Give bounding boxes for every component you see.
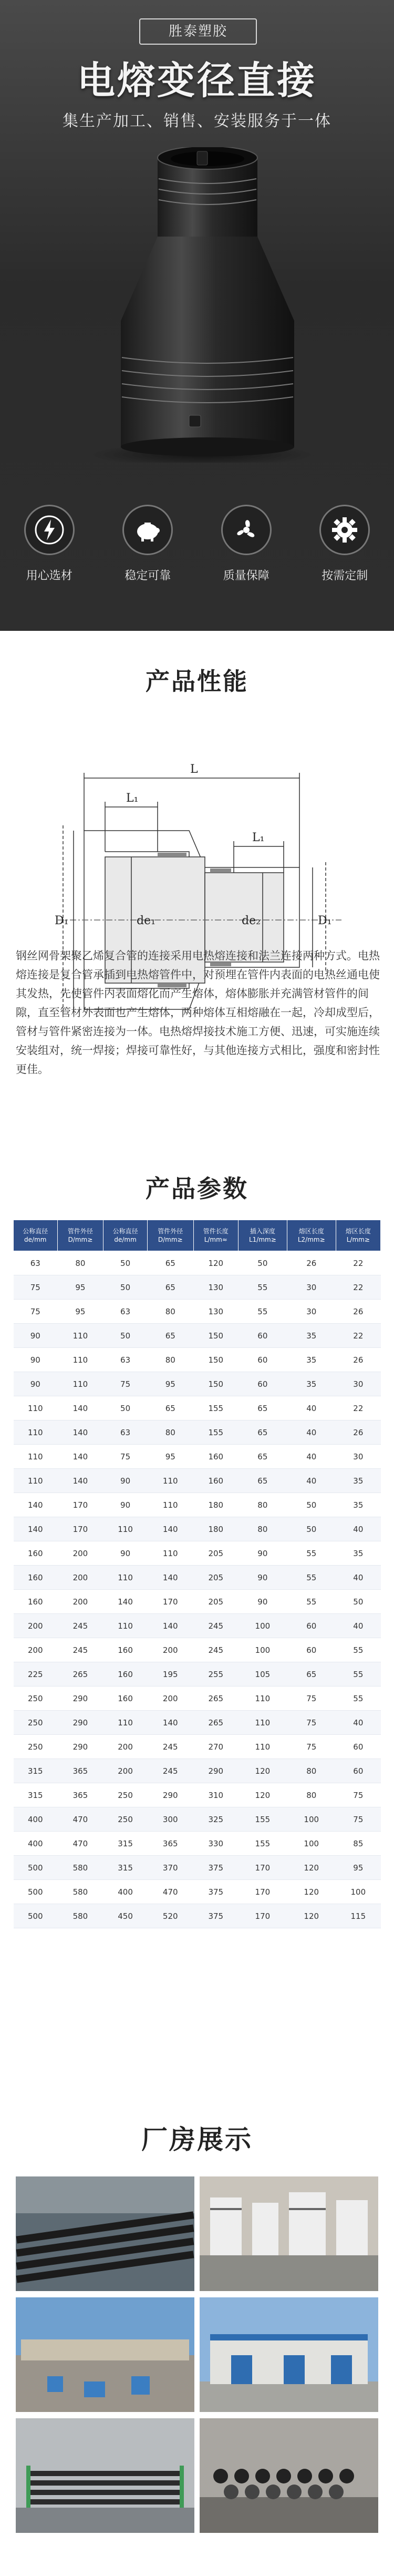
feature-item (5, 505, 94, 610)
table-cell: 110 (103, 1566, 148, 1590)
feature-item (202, 505, 291, 610)
description-paragraph: 钢丝网骨架聚乙烯复合管的连接采用电热熔连接和法兰连接两种方式。电热熔连接是复合管承插到电热熔管件中，对预埋在管件内表面的电热丝通电使其发热，先使管件内表面熔化而产生熔体，熔体膨胀并充满管材管件的间隙，直至管材外表面也产生熔体，两种熔体互相熔融在一起，冷却成型后，管材与管件紧密连接为一体。电热熔焊接技术施工方便、迅速，可实施连续安装组对，统一焊接；焊接可靠性好，与其他连接方式相比，强度和密封性更佳。 (16, 949, 380, 1076)
warehouse-interior-photo (200, 2176, 378, 2291)
table-row (14, 1541, 381, 1566)
table-row (14, 1638, 381, 1662)
table-cell: 400 (14, 1807, 58, 1832)
table-cell: 205 (193, 1566, 238, 1590)
table-cell: 95 (147, 1445, 193, 1469)
table-cell: 160 (103, 1686, 148, 1711)
table-cell: 500 (14, 1880, 58, 1904)
table-cell: 140 (57, 1420, 103, 1445)
table-cell: 55 (287, 1590, 336, 1614)
table-cell: 22 (336, 1324, 380, 1348)
table-cell: 55 (336, 1686, 380, 1711)
feature-label: 稳定可靠 (125, 569, 171, 582)
table-cell: 120 (238, 1783, 287, 1807)
table-cell: 265 (193, 1711, 238, 1735)
table-cell: 250 (14, 1686, 58, 1711)
table-cell: 365 (57, 1783, 103, 1807)
table-cell: 95 (57, 1300, 103, 1324)
table-cell: 26 (287, 1251, 336, 1275)
fan-icon (221, 505, 272, 555)
table-cell: 265 (193, 1686, 238, 1711)
table-cell: 100 (287, 1807, 336, 1832)
table-row (14, 1493, 381, 1517)
table-cell: 110 (147, 1493, 193, 1517)
table-row (14, 1783, 381, 1807)
table-cell: 35 (287, 1372, 336, 1396)
table-cell: 150 (193, 1324, 238, 1348)
table-cell: 270 (193, 1735, 238, 1759)
table-cell: 50 (287, 1493, 336, 1517)
table-row (14, 1686, 381, 1711)
table-cell: 225 (14, 1662, 58, 1686)
table-cell: 315 (14, 1759, 58, 1783)
table-cell: 35 (287, 1324, 336, 1348)
table-cell: 80 (57, 1251, 103, 1275)
table-header: 公称直径 de/mm (14, 1220, 58, 1251)
table-header: 公称直径 de/mm (103, 1220, 148, 1251)
table-cell: 140 (14, 1493, 58, 1517)
section-title: 产品性能 (146, 667, 248, 696)
table-cell: 40 (336, 1614, 380, 1638)
table-cell: 90 (14, 1324, 58, 1348)
table-cell: 170 (238, 1856, 287, 1880)
table-header: 插入深度 L1/mm≥ (238, 1220, 287, 1251)
table-cell: 110 (147, 1541, 193, 1566)
table-cell: 290 (57, 1686, 103, 1711)
table-cell: 140 (147, 1711, 193, 1735)
table-cell: 365 (57, 1759, 103, 1783)
table-cell: 80 (147, 1300, 193, 1324)
table-row (14, 1445, 381, 1469)
table-cell: 65 (147, 1396, 193, 1420)
piggy-bank-icon (122, 505, 173, 555)
table-cell: 75 (287, 1735, 336, 1759)
table-cell: 55 (238, 1300, 287, 1324)
table-cell: 30 (336, 1372, 380, 1396)
table-cell: 63 (103, 1300, 148, 1324)
table-row (14, 1590, 381, 1614)
table-cell: 140 (57, 1396, 103, 1420)
table-cell: 60 (287, 1614, 336, 1638)
table-cell: 160 (193, 1445, 238, 1469)
table-cell: 50 (103, 1396, 148, 1420)
table-cell: 170 (57, 1493, 103, 1517)
hero-subtitle: 集生产加工、销售、安装服务于一体 (63, 112, 331, 130)
table-header: 熔区长度 L/mm≥ (336, 1220, 380, 1251)
table-row (14, 1348, 381, 1372)
table-cell: 55 (336, 1662, 380, 1686)
table-cell: 65 (238, 1420, 287, 1445)
factory-section (0, 2069, 394, 2576)
table-row (14, 1396, 381, 1420)
table-cell: 245 (147, 1735, 193, 1759)
table-cell: 140 (14, 1517, 58, 1541)
table-cell: 80 (238, 1517, 287, 1541)
table-cell: 110 (238, 1686, 287, 1711)
table-cell: 140 (147, 1614, 193, 1638)
table-cell: 150 (193, 1348, 238, 1372)
table-cell: 65 (147, 1324, 193, 1348)
table-cell: 200 (57, 1541, 103, 1566)
table-cell: 245 (147, 1759, 193, 1783)
table-cell: 85 (336, 1832, 380, 1856)
table-cell: 40 (287, 1420, 336, 1445)
table-cell: 110 (14, 1469, 58, 1493)
table-cell: 40 (336, 1566, 380, 1590)
table-cell: 580 (57, 1856, 103, 1880)
table-cell: 170 (147, 1590, 193, 1614)
table-cell: 55 (238, 1275, 287, 1300)
table-cell: 470 (57, 1807, 103, 1832)
table-cell: 60 (238, 1348, 287, 1372)
table-cell: 75 (336, 1783, 380, 1807)
production-line-photo (200, 2418, 378, 2533)
table-cell: 65 (287, 1662, 336, 1686)
table-cell: 75 (103, 1372, 148, 1396)
table-cell: 470 (57, 1832, 103, 1856)
table-cell: 65 (238, 1469, 287, 1493)
table-cell: 110 (238, 1735, 287, 1759)
table-cell: 245 (193, 1638, 238, 1662)
table-cell: 50 (336, 1590, 380, 1614)
table-cell: 450 (103, 1904, 148, 1928)
table-cell: 290 (193, 1759, 238, 1783)
table-cell: 30 (336, 1445, 380, 1469)
table-cell: 130 (193, 1275, 238, 1300)
table-cell: 100 (336, 1880, 380, 1904)
table-cell: 60 (238, 1324, 287, 1348)
table-cell: 26 (336, 1348, 380, 1372)
table-cell: 63 (14, 1251, 58, 1275)
table-cell: 290 (57, 1735, 103, 1759)
table-cell: 290 (147, 1783, 193, 1807)
feature-item (300, 505, 389, 610)
table-cell: 170 (57, 1517, 103, 1541)
table-cell: 205 (193, 1590, 238, 1614)
hero-banner (0, 0, 394, 631)
table-cell: 520 (147, 1904, 193, 1928)
table-cell: 90 (103, 1493, 148, 1517)
table-row (14, 1735, 381, 1759)
table-cell: 110 (57, 1372, 103, 1396)
table-cell: 160 (14, 1590, 58, 1614)
table-cell: 400 (14, 1832, 58, 1856)
table-cell: 330 (193, 1832, 238, 1856)
feature-label: 用心选材 (26, 569, 72, 582)
table-row (14, 1566, 381, 1590)
table-cell: 110 (57, 1348, 103, 1372)
table-cell: 500 (14, 1904, 58, 1928)
table-cell: 60 (336, 1735, 380, 1759)
table-cell: 155 (193, 1396, 238, 1420)
table-cell: 90 (103, 1469, 148, 1493)
table-cell: 200 (57, 1590, 103, 1614)
table-cell: 110 (147, 1469, 193, 1493)
table-cell: 40 (287, 1396, 336, 1420)
table-cell: 160 (103, 1638, 148, 1662)
table-cell: 155 (193, 1420, 238, 1445)
table-cell: 370 (147, 1856, 193, 1880)
table-cell: 35 (287, 1348, 336, 1372)
table-cell: 200 (14, 1614, 58, 1638)
table-cell: 22 (336, 1275, 380, 1300)
table-cell: 95 (336, 1856, 380, 1880)
table-cell: 200 (147, 1638, 193, 1662)
table-cell: 580 (57, 1904, 103, 1928)
table-cell: 75 (336, 1807, 380, 1832)
dim-label-L: L (190, 763, 198, 776)
table-cell: 140 (103, 1590, 148, 1614)
table-cell: 95 (57, 1275, 103, 1300)
table-cell: 75 (14, 1275, 58, 1300)
table-cell: 90 (14, 1348, 58, 1372)
table-cell: 110 (57, 1324, 103, 1348)
table-cell: 375 (193, 1904, 238, 1928)
table-cell: 120 (287, 1904, 336, 1928)
table-cell: 110 (103, 1711, 148, 1735)
table-cell: 60 (238, 1372, 287, 1396)
table-cell: 22 (336, 1251, 380, 1275)
table-cell: 50 (103, 1251, 148, 1275)
table-cell: 140 (147, 1517, 193, 1541)
table-cell: 315 (103, 1856, 148, 1880)
table-cell: 180 (193, 1493, 238, 1517)
table-row (14, 1711, 381, 1735)
table-cell: 155 (238, 1807, 287, 1832)
table-cell: 200 (103, 1759, 148, 1783)
table-cell: 65 (147, 1275, 193, 1300)
reducer-fitting-image (0, 147, 394, 463)
table-cell: 80 (287, 1759, 336, 1783)
table-cell: 110 (103, 1517, 148, 1541)
table-cell: 310 (193, 1783, 238, 1807)
table-cell: 63 (103, 1420, 148, 1445)
table-cell: 60 (336, 1759, 380, 1783)
table-cell: 55 (336, 1638, 380, 1662)
table-cell: 75 (287, 1711, 336, 1735)
table-cell: 75 (103, 1445, 148, 1469)
gear-icon (319, 505, 370, 555)
table-cell: 22 (336, 1396, 380, 1420)
table-cell: 90 (103, 1541, 148, 1566)
table-cell: 55 (287, 1566, 336, 1590)
table-header: 管件外径 D/mm≥ (57, 1220, 103, 1251)
pipe-storage-photo (16, 2418, 194, 2533)
dim-label-de1: de₁ (137, 914, 155, 927)
product-description (16, 946, 383, 1081)
table-cell: 120 (238, 1759, 287, 1783)
feature-list (0, 505, 394, 610)
table-cell: 75 (14, 1300, 58, 1324)
table-cell: 315 (14, 1783, 58, 1807)
lightning-icon (24, 505, 75, 555)
table-cell: 90 (238, 1541, 287, 1566)
table-cell: 160 (103, 1662, 148, 1686)
table-cell: 200 (103, 1735, 148, 1759)
table-cell: 35 (336, 1469, 380, 1493)
table-cell: 170 (238, 1904, 287, 1928)
table-cell: 105 (238, 1662, 287, 1686)
factory-yard-photo (16, 2297, 194, 2412)
dim-label-D1-right: D₁ (318, 914, 332, 927)
table-cell: 40 (287, 1445, 336, 1469)
table-row (14, 1807, 381, 1832)
table-cell: 160 (14, 1541, 58, 1566)
table-header: 熔区长度 L2/mm≥ (287, 1220, 336, 1251)
table-cell: 110 (14, 1445, 58, 1469)
table-cell: 245 (193, 1614, 238, 1638)
table-cell: 50 (287, 1517, 336, 1541)
dim-label-L1-left: L₁ (126, 792, 139, 805)
table-cell: 75 (287, 1686, 336, 1711)
table-cell: 50 (238, 1251, 287, 1275)
page-title: 电熔变径直接 (77, 58, 317, 103)
table-cell: 40 (336, 1711, 380, 1735)
table-cell: 160 (14, 1566, 58, 1590)
table-row (14, 1251, 381, 1275)
table-row (14, 1420, 381, 1445)
table-cell: 470 (147, 1880, 193, 1904)
table-row (14, 1300, 381, 1324)
table-cell: 110 (103, 1614, 148, 1638)
table-row (14, 1856, 381, 1880)
table-cell: 30 (287, 1300, 336, 1324)
table-cell: 580 (57, 1880, 103, 1904)
table-cell: 250 (103, 1807, 148, 1832)
section-title: 产品参数 (146, 1174, 248, 1203)
table-cell: 35 (336, 1493, 380, 1517)
table-cell: 90 (14, 1372, 58, 1396)
spec-table (13, 1220, 381, 1928)
table-cell: 95 (147, 1372, 193, 1396)
table-cell: 26 (336, 1300, 380, 1324)
table-cell: 300 (147, 1807, 193, 1832)
table-cell: 110 (14, 1396, 58, 1420)
table-cell: 245 (57, 1638, 103, 1662)
feature-item (103, 505, 192, 610)
table-cell: 170 (238, 1880, 287, 1904)
table-header: 管件外径 D/mm≥ (147, 1220, 193, 1251)
table-cell: 200 (57, 1566, 103, 1590)
table-row (14, 1832, 381, 1856)
table-cell: 65 (238, 1396, 287, 1420)
table-cell: 150 (193, 1372, 238, 1396)
table-cell: 35 (336, 1541, 380, 1566)
table-cell: 375 (193, 1856, 238, 1880)
table-cell: 200 (14, 1638, 58, 1662)
table-cell: 120 (193, 1251, 238, 1275)
table-cell: 255 (193, 1662, 238, 1686)
table-row (14, 1759, 381, 1783)
table-cell: 120 (287, 1880, 336, 1904)
table-cell: 400 (103, 1880, 148, 1904)
table-cell: 55 (287, 1541, 336, 1566)
table-cell: 30 (287, 1275, 336, 1300)
factory-building-photo (200, 2297, 378, 2412)
feature-label: 质量保障 (223, 569, 269, 582)
table-cell: 100 (238, 1614, 287, 1638)
table-cell: 115 (336, 1904, 380, 1928)
table-cell: 140 (57, 1469, 103, 1493)
table-row (14, 1324, 381, 1348)
table-cell: 26 (336, 1420, 380, 1445)
table-cell: 200 (147, 1686, 193, 1711)
dim-label-D1-left: D₁ (55, 914, 69, 927)
table-row (14, 1614, 381, 1638)
table-cell: 160 (193, 1469, 238, 1493)
table-cell: 130 (193, 1300, 238, 1324)
table-cell: 265 (57, 1662, 103, 1686)
table-cell: 110 (14, 1420, 58, 1445)
table-cell: 100 (287, 1832, 336, 1856)
table-row (14, 1517, 381, 1541)
table-cell: 60 (287, 1638, 336, 1662)
pipe-stack-photo (16, 2176, 194, 2291)
table-cell: 375 (193, 1880, 238, 1904)
table-cell: 290 (57, 1711, 103, 1735)
table-cell: 365 (147, 1832, 193, 1856)
table-cell: 245 (57, 1614, 103, 1638)
feature-label: 按需定制 (322, 569, 368, 582)
table-cell: 90 (238, 1566, 287, 1590)
table-cell: 40 (336, 1517, 380, 1541)
dim-label-L1-right: L₁ (252, 831, 265, 844)
table-cell: 325 (193, 1807, 238, 1832)
dim-label-de2: de₂ (242, 914, 261, 927)
brand-badge: 胜泰塑胶 (139, 18, 257, 45)
table-cell: 250 (14, 1711, 58, 1735)
table-cell: 50 (103, 1324, 148, 1348)
table-cell: 80 (238, 1493, 287, 1517)
table-cell: 120 (287, 1856, 336, 1880)
table-header: 管件长度 L/mm≈ (193, 1220, 238, 1251)
table-cell: 80 (287, 1783, 336, 1807)
table-cell: 195 (147, 1662, 193, 1686)
table-cell: 250 (103, 1783, 148, 1807)
table-cell: 65 (147, 1251, 193, 1275)
table-row (14, 1469, 381, 1493)
table-cell: 500 (14, 1856, 58, 1880)
table-cell: 140 (57, 1445, 103, 1469)
table-row (14, 1372, 381, 1396)
table-row (14, 1275, 381, 1300)
table-row (14, 1904, 381, 1928)
table-cell: 50 (103, 1275, 148, 1300)
table-cell: 315 (103, 1832, 148, 1856)
table-cell: 80 (147, 1420, 193, 1445)
table-cell: 80 (147, 1348, 193, 1372)
table-cell: 205 (193, 1541, 238, 1566)
table-cell: 100 (238, 1638, 287, 1662)
table-cell: 155 (238, 1832, 287, 1856)
table-cell: 90 (238, 1590, 287, 1614)
table-cell: 180 (193, 1517, 238, 1541)
section-title: 厂房展示 (141, 2124, 253, 2155)
table-cell: 63 (103, 1348, 148, 1372)
table-cell: 250 (14, 1735, 58, 1759)
table-cell: 140 (147, 1566, 193, 1590)
table-row (14, 1662, 381, 1686)
table-cell: 110 (238, 1711, 287, 1735)
table-cell: 65 (238, 1445, 287, 1469)
table-cell: 40 (287, 1469, 336, 1493)
table-row (14, 1880, 381, 1904)
